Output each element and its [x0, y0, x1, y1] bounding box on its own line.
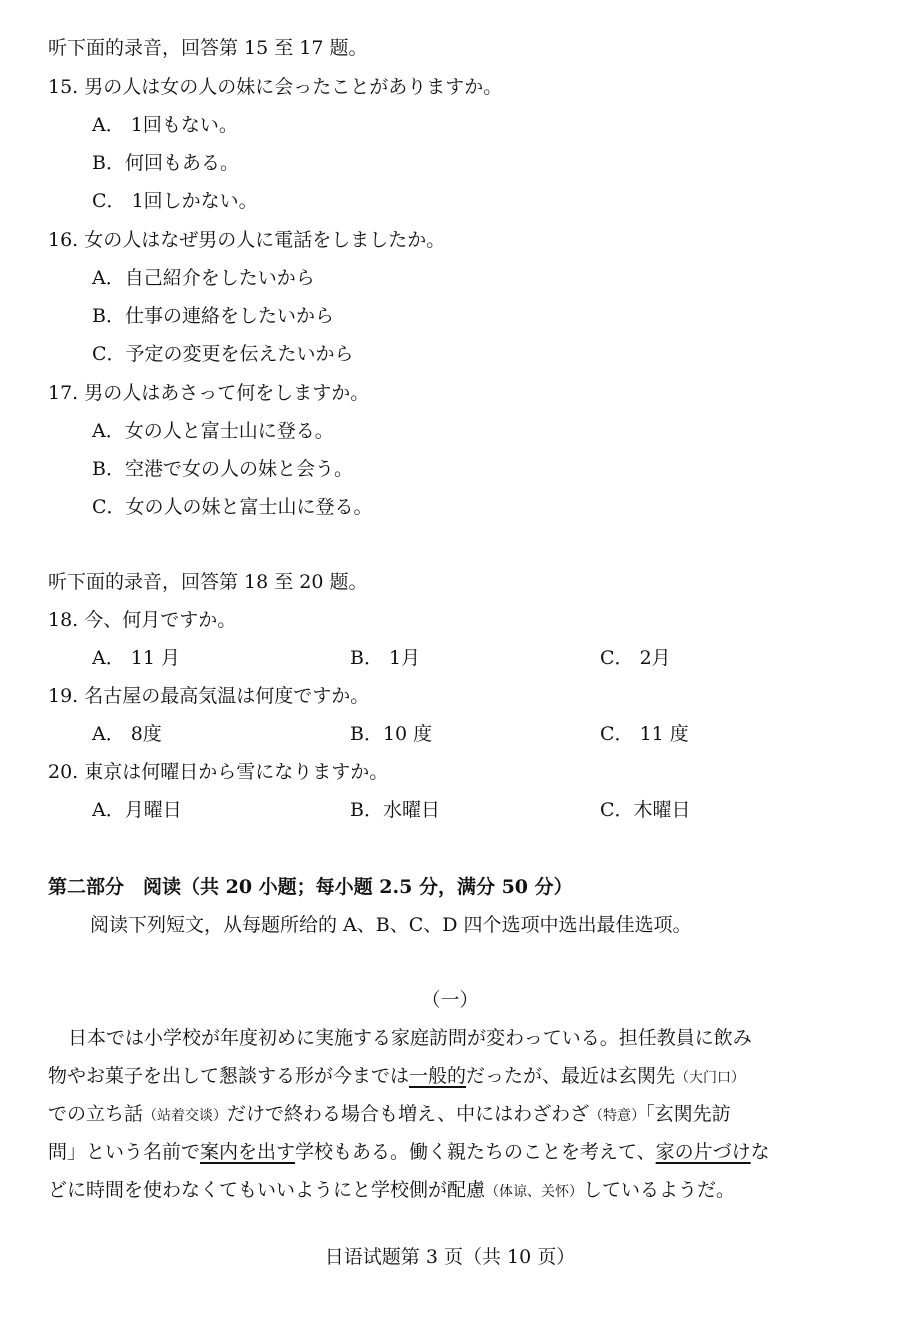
- q17-option-b: B．空港で女の人の妹と会う。: [92, 458, 353, 480]
- q16-option-c: C．予定の変更を伝えたいから: [92, 343, 354, 365]
- q19-option-a: A． 8度: [92, 723, 162, 745]
- q18-option-c: C． 2月: [600, 647, 671, 669]
- passage-text: な: [750, 1141, 770, 1163]
- q15-option-a: A． 1回もない。: [92, 114, 238, 136]
- passage-text: 物やお菓子を出して懇談する形が今までは: [48, 1065, 410, 1087]
- q18-option-b: B． 1月: [350, 647, 421, 669]
- passage-text: での立ち話: [48, 1103, 144, 1125]
- q15-option-c: C． 1回しかない。: [92, 190, 258, 212]
- q15-option-b: B．何回もある。: [92, 152, 239, 174]
- question-19: 19. 名古屋の最高気温は何度ですか。: [48, 685, 370, 707]
- gloss-note: （特意）: [589, 1108, 646, 1124]
- q17-option-c: C．女の人の妹と富士山に登る。: [92, 496, 373, 518]
- section1-intro: 听下面的录音，回答第 15 至 17 题。: [48, 37, 368, 59]
- passage-text: だったが、最近は玄関先: [466, 1065, 676, 1087]
- q19-option-c: C． 11 度: [600, 723, 689, 745]
- q20-option-c: C．木曜日: [600, 799, 691, 821]
- q20-option-b: B．水曜日: [350, 799, 440, 821]
- passage-line-5: [48, 1178, 848, 1204]
- question-16: 16. 女の人はなぜ男の人に電話をしましたか。: [48, 229, 446, 251]
- passage-text: だけで終わる場合も増え、中にはわざわざ: [227, 1103, 590, 1125]
- passage-line-4: [48, 1140, 848, 1164]
- passage-text: 学校もある。働く親たちのことを考えて、: [295, 1141, 656, 1163]
- section2-intro: 听下面的录音，回答第 18 至 20 题。: [48, 571, 368, 593]
- underlined-phrase: 案内を出す: [200, 1141, 296, 1163]
- question-15: 15. 男の人は女の人の妹に会ったことがありますか。: [48, 76, 503, 98]
- passage-text: 「玄関先訪: [645, 1103, 731, 1125]
- page-footer: 日语试题第 3 页（共 10 页）: [324, 1246, 576, 1268]
- passage-text: どに時間を使わなくてもいいようにと学校側が配慮: [48, 1179, 486, 1201]
- q16-option-b: B．仕事の連絡をしたいから: [92, 305, 334, 327]
- underlined-phrase: 一般的: [409, 1065, 467, 1087]
- q17-option-a: A．女の人と富士山に登る。: [92, 420, 334, 442]
- passage-text: しているようだ。: [583, 1179, 736, 1201]
- q20-option-a: A．月曜日: [92, 799, 182, 821]
- gloss-note: （站着交谈）: [143, 1108, 228, 1124]
- passage-number: （一）: [421, 989, 479, 1011]
- passage-text: 問」という名前で: [48, 1141, 201, 1163]
- part2-instruction: 阅读下列短文，从每题所给的 A、B、C、D 四个选项中选出最佳选项。: [90, 914, 692, 936]
- question-17: 17. 男の人はあさって何をしますか。: [48, 382, 370, 404]
- gloss-note: （大门口）: [675, 1070, 746, 1086]
- gloss-note: （体谅、关怀）: [485, 1184, 584, 1200]
- q16-option-a: A．自己紹介をしたいから: [92, 267, 315, 289]
- passage-line-1: [68, 1026, 868, 1050]
- q18-option-a: A． 11 月: [92, 647, 180, 669]
- passage-line-3: [48, 1102, 848, 1128]
- passage-line-2: [48, 1064, 848, 1090]
- underlined-phrase: 家の片づけ: [655, 1141, 751, 1163]
- part2-heading: 第二部分 阅读（共 20 小题；每小题 2.5 分，满分 50 分）: [48, 876, 573, 898]
- question-18: 18. 今、何月ですか。: [48, 609, 237, 631]
- q19-option-b: B．10 度: [350, 723, 433, 745]
- question-20: 20. 東京は何曜日から雪になりますか。: [48, 761, 389, 783]
- passage-text: 日本では小学校が年度初めに実施する家庭訪問が変わっている。担任教員に飲み: [68, 1027, 752, 1049]
